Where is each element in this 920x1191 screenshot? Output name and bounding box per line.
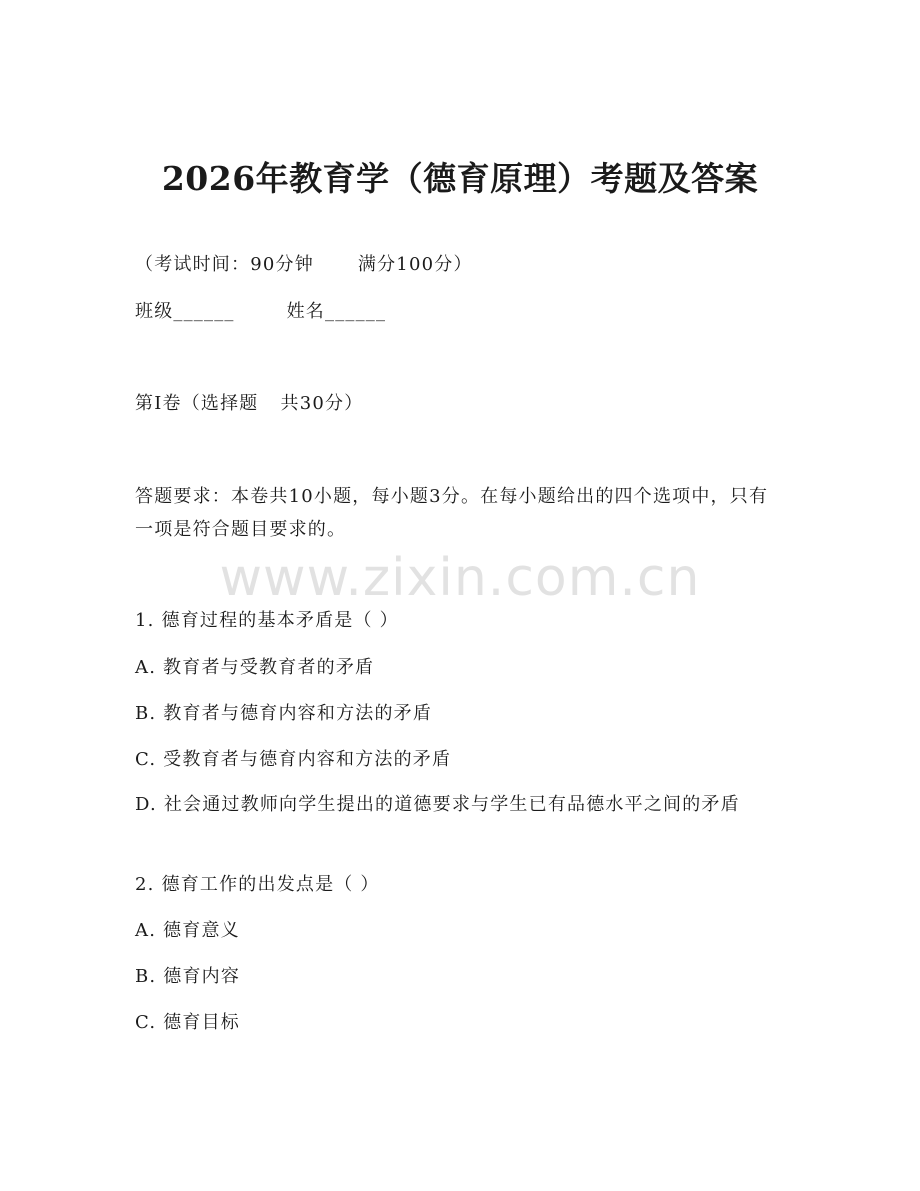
question-stem: 2. 德育工作的出发点是（ ） <box>135 874 380 895</box>
question-option: C. 德育目标 <box>135 1012 240 1033</box>
exam-time: （考试时间：90分钟 <box>135 254 314 275</box>
section-header <box>135 391 363 417</box>
question-option: A. 教育者与受教育者的矛盾 <box>135 657 375 678</box>
question-option: D. 社会通过教师向学生提出的道德要求与学生已有品德水平之间的矛盾 <box>135 794 740 815</box>
exam-full-score: 满分100分） <box>357 254 473 275</box>
watermark: www.zixin.com.cn <box>219 548 701 608</box>
question-option: B. 教育者与德育内容和方法的矛盾 <box>135 703 433 724</box>
section-part: 第I卷（选择题 <box>135 393 259 414</box>
question-option: A. 德育意义 <box>135 920 240 941</box>
class-field-label: 班级______ <box>135 301 235 322</box>
document-title: 2026年教育学（德育原理）考题及答案 <box>161 159 759 198</box>
exam-info <box>135 252 473 278</box>
question-option: B. 德育内容 <box>135 966 241 987</box>
section-total: 共30分） <box>280 393 364 414</box>
question-option: C. 受教育者与德育内容和方法的矛盾 <box>135 749 452 770</box>
instructions: 答题要求：本卷共10小题，每小题3分。在每小题给出的四个选项中，只有一项是符合题目要求的。 <box>135 486 769 540</box>
name-field-label: 姓名______ <box>286 301 387 322</box>
question-stem: 1. 德育过程的基本矛盾是（ ） <box>135 610 399 631</box>
student-fields <box>135 299 386 325</box>
